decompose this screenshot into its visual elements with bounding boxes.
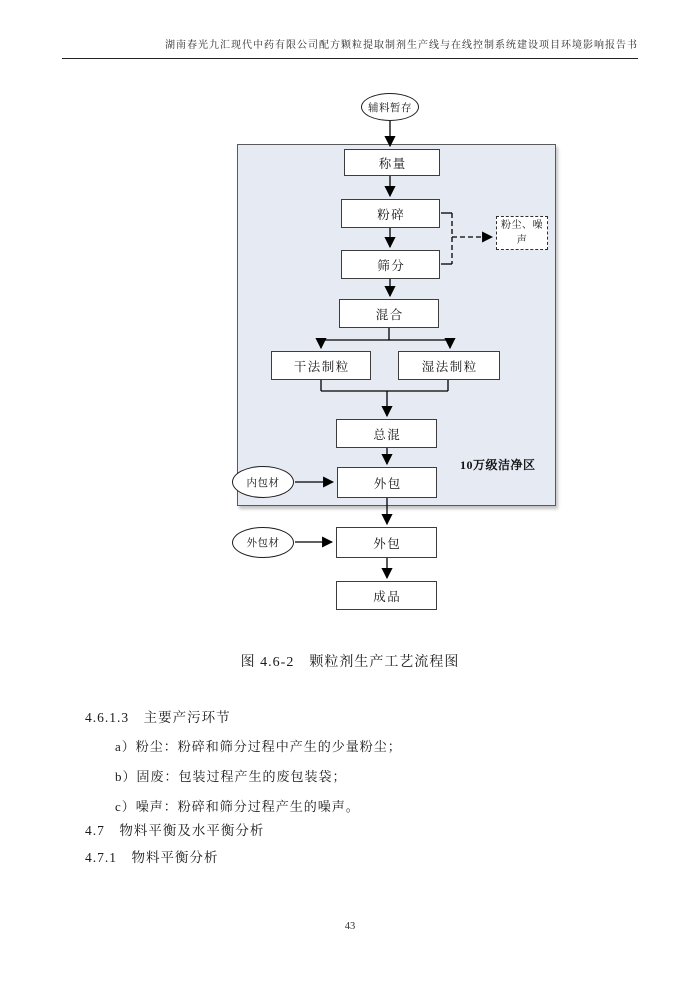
clean-area-label: 10万级洁净区 bbox=[460, 458, 536, 472]
node-dry-granulation: 干法制粒 bbox=[271, 351, 371, 380]
node-inner-pack-material: 内包材 bbox=[232, 466, 294, 498]
section-4613-heading: 4.6.1.3 主要产污环节 bbox=[85, 710, 231, 725]
node-finished-product: 成品 bbox=[336, 581, 437, 610]
node-weighing: 称量 bbox=[344, 149, 440, 176]
node-aux-material-storage: 辅料暂存 bbox=[361, 93, 419, 121]
node-dust-noise: 粉尘、噪声 bbox=[496, 216, 548, 250]
section-47-heading: 4.7 物料平衡及水平衡分析 bbox=[85, 823, 265, 838]
node-outer-packaging: 外包 bbox=[336, 527, 437, 558]
node-sieving: 筛分 bbox=[341, 250, 440, 279]
node-wet-granulation: 湿法制粒 bbox=[398, 351, 500, 380]
figure-caption: 图 4.6-2 颗粒剂生产工艺流程图 bbox=[240, 655, 460, 670]
header-title: 湖南春光九汇现代中药有限公司配方颗粒提取制剂生产线与在线控制系统建设项目环境影响报告书 bbox=[62, 36, 638, 59]
pollution-item-noise: c）噪声：粉碎和筛分过程产生的噪声。 bbox=[115, 799, 360, 814]
pollution-item-solid-waste: b）固废：包装过程产生的废包装袋； bbox=[115, 769, 347, 784]
node-crushing: 粉碎 bbox=[341, 199, 440, 228]
node-inner-packaging: 外包 bbox=[337, 467, 437, 498]
pollution-item-dust: a）粉尘：粉碎和筛分过程中产生的少量粉尘； bbox=[115, 739, 402, 754]
node-final-blending: 总混 bbox=[336, 419, 437, 448]
node-outer-pack-material: 外包材 bbox=[232, 527, 294, 558]
section-471-heading: 4.7.1 物料平衡分析 bbox=[85, 850, 219, 865]
node-mixing: 混合 bbox=[339, 299, 439, 328]
page-number: 43 bbox=[344, 921, 356, 932]
